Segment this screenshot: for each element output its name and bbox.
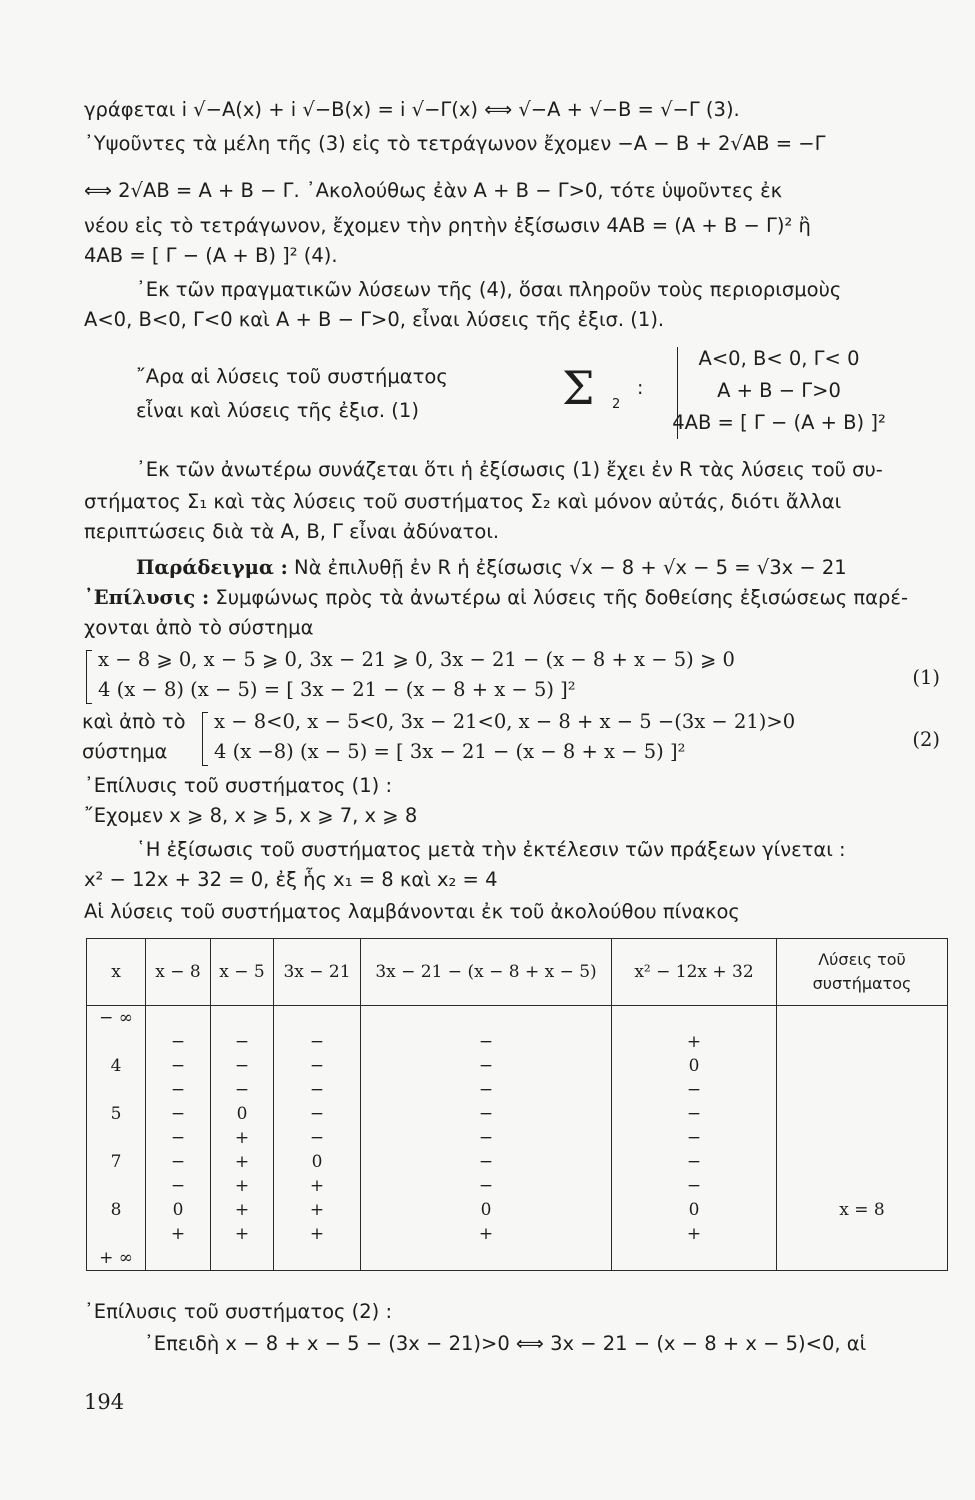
table-cell [87, 1078, 146, 1102]
table-cell: − [274, 1126, 361, 1150]
system-1 [84, 646, 954, 710]
table-cell: + [211, 1174, 274, 1198]
table-cell: 0 [612, 1054, 777, 1078]
table-row [87, 1150, 948, 1174]
solution-line [84, 584, 954, 612]
table-cell [777, 1054, 948, 1078]
system-2-tag: (2) [912, 728, 940, 751]
table-cell [777, 1222, 948, 1246]
table-cell [612, 1006, 777, 1031]
table-cell: − [612, 1078, 777, 1102]
table-cell: + [612, 1030, 777, 1054]
table-cell: − [274, 1078, 361, 1102]
example-text: Νὰ ἐπιλυθῇ ἐν R ἡ ἐξίσωσις √x − 8 + √x − 5 = √3x − 21 [287, 556, 847, 579]
table-cell: − [361, 1150, 612, 1174]
table-cell [777, 1150, 948, 1174]
table-cell: + [274, 1222, 361, 1246]
table-cell: + [211, 1126, 274, 1150]
text-line-18: Αἱ λύσεις τοῦ συστήματος λαμβάνονται ἐκ τοῦ ἀκολούθου πίνακος [84, 900, 740, 923]
table-cell: − [146, 1054, 211, 1078]
table-cell [777, 1126, 948, 1150]
text-line-6: ᾿Εκ τῶν πραγματικῶν λύσεων τῆς (4), ὅσαι πληροῦν τοὺς περιορισμοὺς [136, 278, 842, 301]
table-cell: − [211, 1030, 274, 1054]
header-x: x [87, 939, 146, 1006]
header-x-minus-8: x − 8 [146, 939, 211, 1006]
table-cell: − [146, 1030, 211, 1054]
table-cell: − [612, 1102, 777, 1126]
table-cell [87, 1126, 146, 1150]
table-cell [777, 1246, 948, 1271]
table-cell: 0 [361, 1198, 612, 1222]
table-row [87, 1078, 948, 1102]
table-cell: 4 [87, 1054, 146, 1078]
sigma-subscript: 2 [612, 397, 621, 412]
table-cell: − ∞ [87, 1006, 146, 1031]
table-row [87, 1198, 948, 1222]
sigma-symbol: Σ [562, 361, 595, 415]
table-cell: + [612, 1222, 777, 1246]
table-cell: 0 [146, 1198, 211, 1222]
table-row [87, 1222, 948, 1246]
system-2-row-2: 4 (x −8) (x − 5) = [ 3x − 21 − (x − 8 + x − 5) ]² [214, 740, 686, 763]
table-cell: − [361, 1030, 612, 1054]
table-cell: − [612, 1174, 777, 1198]
table-row [87, 1054, 948, 1078]
sigma-equation-2: A + B − Γ>0 [717, 379, 841, 402]
text-line-16: ῾Η ἐξίσωσις τοῦ συστήματος μετὰ τὴν ἐκτέλεσιν τῶν πράξεων γίνεται : [136, 838, 846, 861]
header-3x-minus-21: 3x − 21 [274, 939, 361, 1006]
table-cell: + [274, 1198, 361, 1222]
header-quadratic: x² − 12x + 32 [612, 939, 777, 1006]
text-line-8: ᾿Εκ τῶν ἀνωτέρω συνάζεται ὅτι ἡ ἐξίσωσις (1) ἔχει ἐν R τὰς λύσεις τοῦ συ- [136, 458, 883, 481]
table-cell: − [146, 1174, 211, 1198]
solution-text: Συμφώνως πρὸς τὰ ἀνωτέρω αἱ λύσεις τῆς δοθείσης ἐξισώσεως παρέ- [209, 586, 908, 609]
table-cell: − [361, 1054, 612, 1078]
table-row [87, 1006, 948, 1031]
table-cell: 7 [87, 1150, 146, 1174]
table-cell: 0 [274, 1150, 361, 1174]
table-cell: + [146, 1222, 211, 1246]
table-row [87, 1102, 948, 1126]
text-line-19: ᾿Επίλυσις τοῦ συστήματος (2) : [84, 1300, 393, 1323]
table-cell [612, 1246, 777, 1271]
table-cell: + ∞ [87, 1246, 146, 1271]
table-cell: 0 [612, 1198, 777, 1222]
sign-table-header-row [87, 939, 948, 1006]
table-cell: 8 [87, 1198, 146, 1222]
sign-table [86, 938, 948, 1271]
page-number: 194 [84, 1390, 125, 1414]
table-row [87, 1246, 948, 1271]
example-label: Παράδειγμα : [136, 556, 288, 579]
header-combined-expression: 3x − 21 − (x − 8 + x − 5) [361, 939, 612, 1006]
header-solutions [777, 939, 948, 1006]
text-line-13: χονται ἀπὸ τὸ σύστημα [84, 616, 314, 639]
system-2-pre-1: καὶ ἀπὸ τὸ [82, 710, 186, 733]
table-cell [211, 1246, 274, 1271]
table-cell: − [146, 1078, 211, 1102]
solution-label: ᾿Επίλυσις : [84, 586, 210, 609]
table-cell: − [361, 1078, 612, 1102]
table-cell [777, 1030, 948, 1054]
text-line-5: 4AB = [ Γ − (A + B) ]² (4). [84, 244, 338, 267]
system-1-brace [86, 650, 93, 704]
table-cell [211, 1006, 274, 1031]
table-cell: − [361, 1174, 612, 1198]
sigma-caption-1: ῎Αρα αἱ λύσεις τοῦ συστήματος [136, 365, 448, 388]
table-cell: + [274, 1174, 361, 1198]
text-line-17: x² − 12x + 32 = 0, ἐξ ἧς x₁ = 8 καὶ x₂ = 4 [84, 868, 498, 891]
table-cell: − [274, 1054, 361, 1078]
table-cell: − [274, 1030, 361, 1054]
table-cell: − [146, 1150, 211, 1174]
table-cell [777, 1102, 948, 1126]
system-2 [84, 708, 954, 772]
system-2-row-1: x − 8<0, x − 5<0, 3x − 21<0, x − 8 + x − 5 −(3x − 21)>0 [214, 710, 796, 733]
text-line-14: ᾿Επίλυσις τοῦ συστήματος (1) : [84, 774, 393, 797]
text-line-20: ᾿Επειδὴ x − 8 + x − 5 − (3x − 21)>0 ⟺ 3x − 21 − (x − 8 + x − 5)<0, αἱ [144, 1332, 867, 1355]
sigma-caption-2: εἶναι καὶ λύσεις τῆς ἐξισ. (1) [136, 399, 419, 422]
table-cell [777, 1078, 948, 1102]
header-solutions-line-1: Λύσεις τοῦ [818, 950, 906, 969]
table-cell: − [361, 1102, 612, 1126]
table-cell: − [612, 1126, 777, 1150]
table-cell [777, 1006, 948, 1031]
table-cell: − [146, 1102, 211, 1126]
system-2-brace [202, 712, 209, 766]
solution-cell: x = 8 [777, 1198, 948, 1222]
table-cell [87, 1174, 146, 1198]
table-cell: + [211, 1198, 274, 1222]
table-cell [361, 1246, 612, 1271]
table-row [87, 1174, 948, 1198]
text-line-9: στήματος Σ₁ καὶ τὰς λύσεις τοῦ συστήματος Σ₂ καὶ μόνον αὐτάς, διότι ἄλλαι [84, 490, 842, 513]
system-1-tag: (1) [912, 666, 940, 689]
table-cell: 5 [87, 1102, 146, 1126]
table-cell: − [361, 1126, 612, 1150]
table-row [87, 1030, 948, 1054]
table-cell [87, 1222, 146, 1246]
table-cell: 0 [211, 1102, 274, 1126]
table-cell [146, 1246, 211, 1271]
table-cell: − [146, 1126, 211, 1150]
system-2-pre-2: σύστημα [82, 740, 168, 763]
text-line-1: γράφεται i √−A(x) + i √−B(x) = i √−Γ(x) ⟺ √−A + √−B = √−Γ (3). [84, 98, 740, 121]
system-1-row-2: 4 (x − 8) (x − 5) = [ 3x − 21 − (x − 8 + x − 5) ]² [98, 678, 576, 701]
table-cell [777, 1174, 948, 1198]
text-line-15: ῎Εχομεν x ⩾ 8, x ⩾ 5, x ⩾ 7, x ⩾ 8 [84, 804, 418, 827]
table-cell: − [274, 1102, 361, 1126]
table-cell [87, 1030, 146, 1054]
sigma-colon: : [637, 377, 644, 399]
text-line-7: A<0, B<0, Γ<0 καὶ A + B − Γ>0, εἶναι λύσεις τῆς ἐξισ. (1). [84, 308, 665, 331]
table-row [87, 1126, 948, 1150]
example-line [84, 554, 954, 582]
table-cell: − [211, 1054, 274, 1078]
text-line-4: νέου εἰς τὸ τετράγωνον, ἔχομεν τὴν ρητὴν ἐξίσωσιν 4AB = (A + B − Γ)² ἢ [84, 214, 811, 237]
table-cell [361, 1006, 612, 1031]
table-cell [274, 1006, 361, 1031]
text-line-3: ⟺ 2√AB = A + B − Γ. ᾿Ακολούθως ἐὰν A + B − Γ>0, τότε ὑψοῦντες ἐκ [84, 179, 783, 202]
table-cell [274, 1246, 361, 1271]
text-line-2: ᾿Υψοῦντες τὰ μέλη τῆς (3) εἰς τὸ τετράγωνον ἔχομεν −A − B + 2√AB = −Γ [84, 132, 826, 155]
table-cell: + [361, 1222, 612, 1246]
sigma-equation-3: 4AB = [ Γ − (A + B) ]² [672, 411, 886, 434]
table-cell: + [211, 1222, 274, 1246]
header-x-minus-5: x − 5 [211, 939, 274, 1006]
sigma-equation-1: A<0, B< 0, Γ< 0 [698, 347, 860, 370]
table-cell: − [211, 1078, 274, 1102]
table-cell [146, 1006, 211, 1031]
text-line-10: περιπτώσεις διὰ τὰ A, B, Γ εἶναι ἀδύνατοι. [84, 520, 500, 543]
table-cell: + [211, 1150, 274, 1174]
table-cell: − [612, 1150, 777, 1174]
system-1-row-1: x − 8 ⩾ 0, x − 5 ⩾ 0, 3x − 21 ⩾ 0, 3x − 21 − (x − 8 + x − 5) ⩾ 0 [98, 648, 735, 671]
sigma-system-block [84, 345, 954, 445]
header-solutions-line-2: συστήματος [812, 974, 912, 993]
